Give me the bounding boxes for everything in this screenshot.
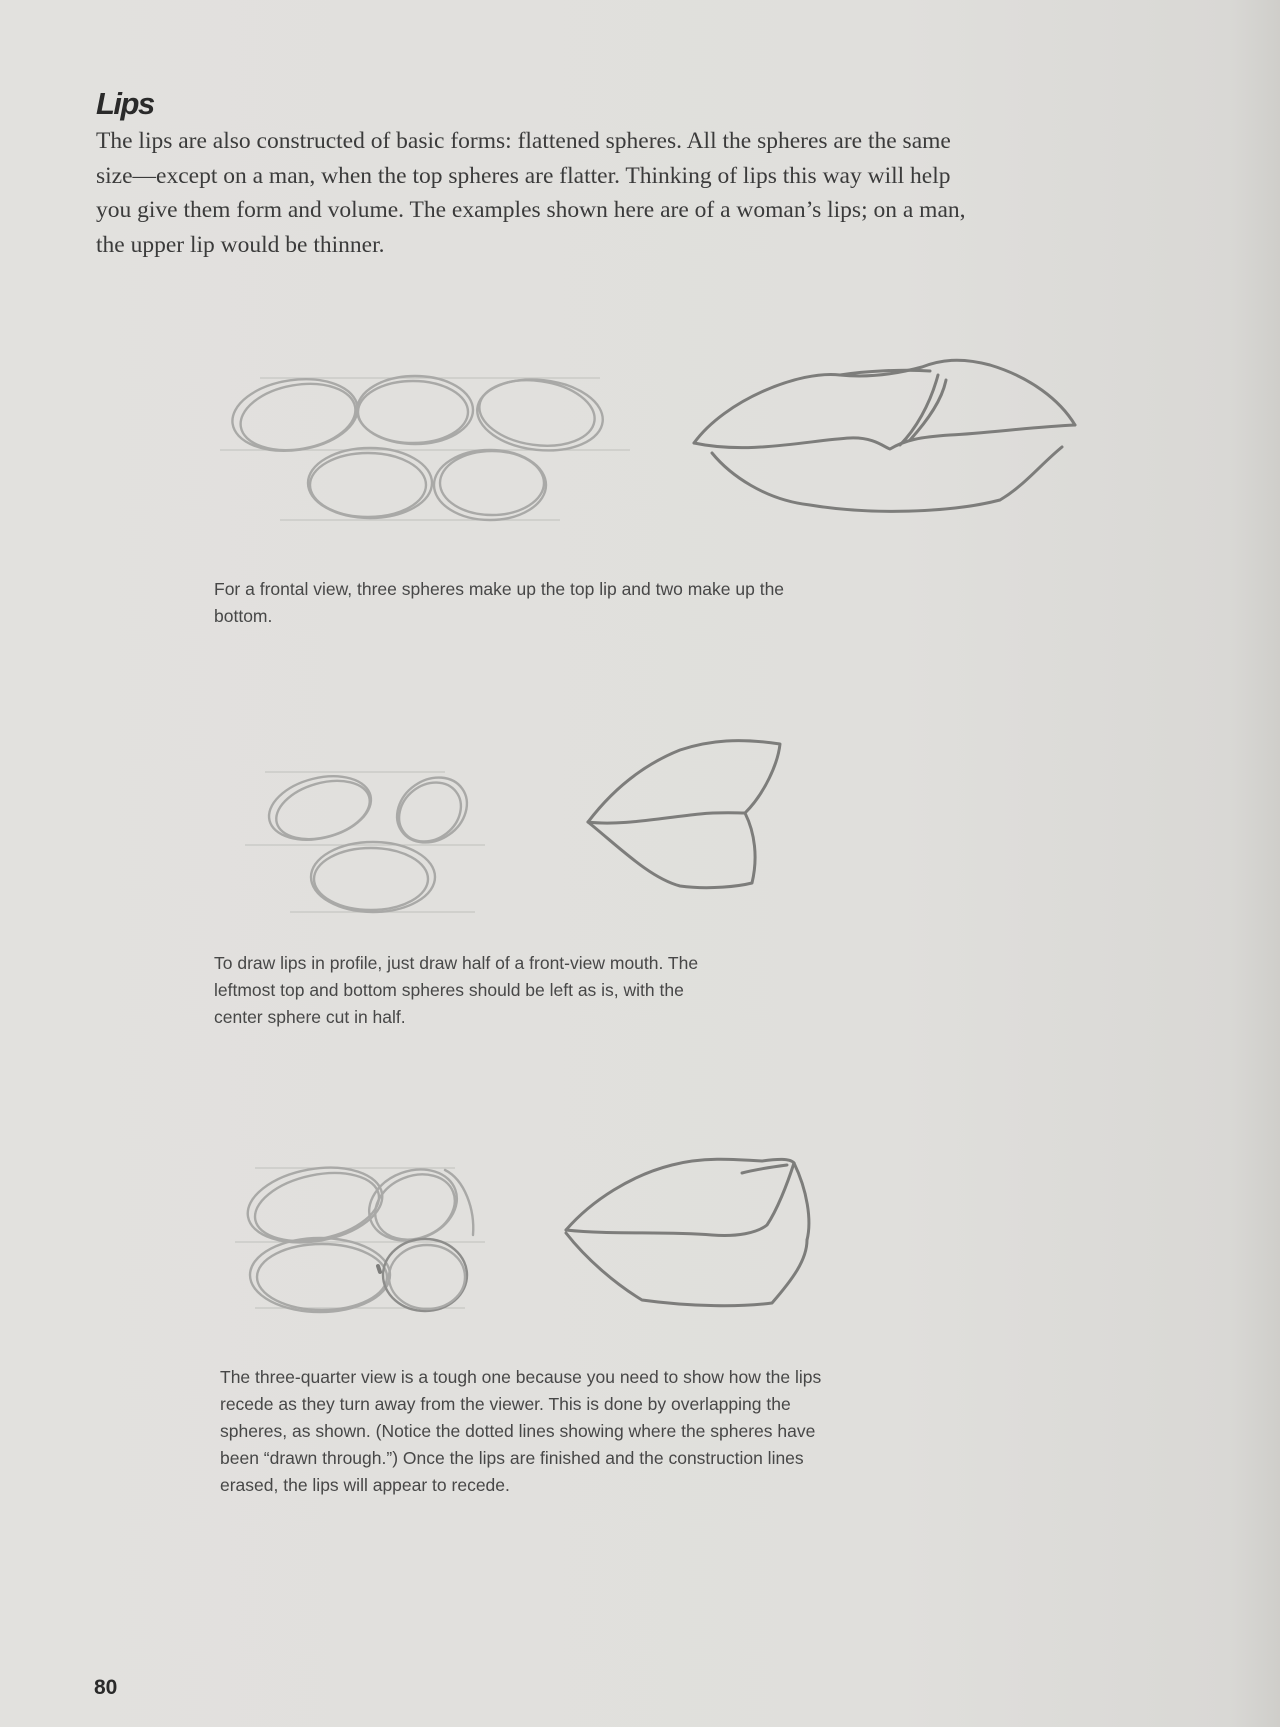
figure-caption-profile: To draw lips in profile, just draw half of a front-view mouth. The leftmost top and bottom spheres should be left as is, with the center sphere cut in half. — [214, 953, 699, 1027]
profile-spheres-sketch — [245, 760, 495, 920]
three-quarter-lips-drawing — [562, 1155, 822, 1315]
page-number: 80 — [94, 1676, 118, 1699]
profile-lips-drawing — [580, 738, 795, 893]
figure-caption-three-quarter: The three-quarter view is a tough one because you need to show how the lips recede as they turn away from the viewer. This is done by overlapping the spheres, as shown. (Notice the dotted lines showing where the spheres have been “drawn through.”) Once the lips are finished and the construction lines erased, the lips will appear to recede. — [220, 1367, 822, 1495]
three-quarter-spheres-sketch — [235, 1160, 490, 1320]
intro-paragraph: The lips are also constructed of basic forms: flattened spheres. All the spheres are the same size—except on a man, when the top spheres are flatter. Thinking of lips this way will help you give them form and volume. The examples shown here are of a woman’s lips; on a man, the upper lip would be thinner. — [96, 128, 966, 258]
frontal-spheres-sketch — [220, 365, 630, 535]
figure-caption-frontal: For a frontal view, three spheres make up the top lip and two make up the bottom. — [214, 579, 785, 626]
frontal-lips-drawing — [690, 345, 1080, 525]
section-title: Lips — [96, 86, 154, 121]
